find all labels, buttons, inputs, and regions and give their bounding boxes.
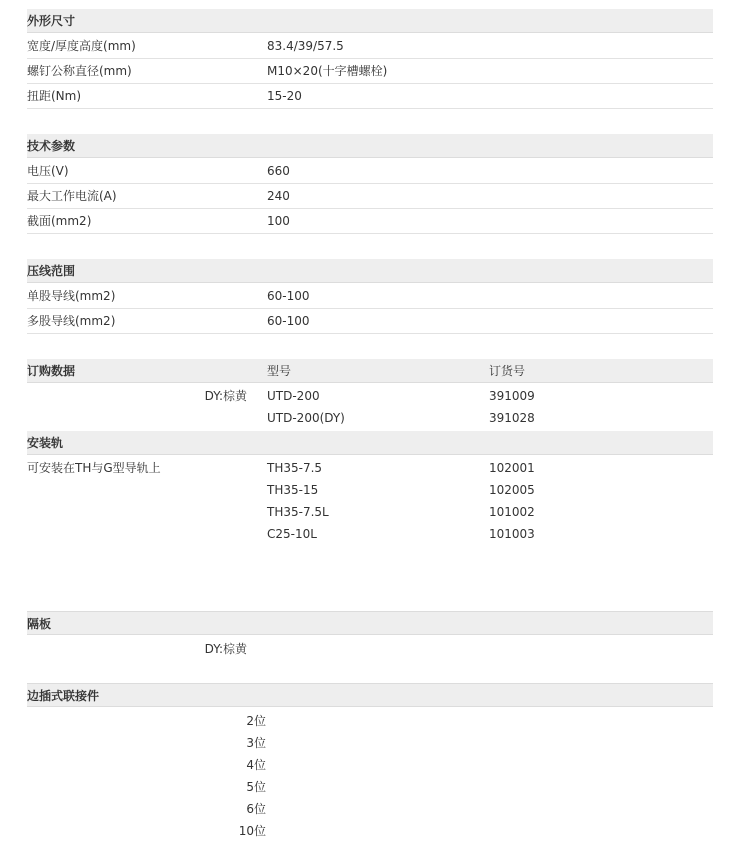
model-value: UTD-200: [267, 389, 320, 403]
order-no-value: 391009: [489, 389, 535, 403]
order-no-value: 102005: [489, 483, 535, 497]
position-label: 10位: [238, 824, 266, 838]
spec-value: 15-20: [267, 89, 302, 103]
position-label: 4位: [246, 758, 266, 772]
spec-value: 83.4/39/57.5: [267, 39, 344, 53]
model-value: TH35-7.5: [267, 461, 323, 475]
spec-row: [27, 309, 713, 334]
section-header-jumper: [27, 683, 713, 707]
section-header-dimensions: [27, 9, 713, 33]
spec-value: 100: [267, 214, 290, 228]
section-title: 订购数据: [27, 364, 76, 378]
spec-row: [27, 59, 713, 84]
position-label: 5位: [246, 780, 266, 794]
order-no-value: 101003: [489, 527, 535, 541]
spec-row: [27, 284, 713, 309]
section-header-order: [27, 359, 713, 383]
order-no-value: 101002: [489, 505, 535, 519]
position-label: 6位: [246, 802, 266, 816]
order-no-value: 391028: [489, 411, 535, 425]
spec-value: M10×20(十字槽螺栓): [267, 64, 388, 78]
spec-row: [27, 184, 713, 209]
section-title: 边插式联接件: [27, 689, 100, 703]
color-label: DY:棕黄: [204, 389, 247, 403]
spec-value: 660: [267, 164, 290, 178]
column-header-order-no: 订货号: [489, 364, 526, 378]
section-header-partition: [27, 611, 713, 635]
section-header-wire: [27, 259, 713, 283]
spec-row: [27, 84, 713, 109]
section-header-tech: [27, 134, 713, 158]
spec-label: 最大工作电流(A): [27, 189, 117, 203]
order-no-value: 102001: [489, 461, 535, 475]
section-header-rail: [27, 431, 713, 455]
model-value: UTD-200(DY): [267, 411, 345, 425]
spec-label: 扭距(Nm): [27, 89, 82, 103]
spec-row: [27, 209, 713, 234]
model-value: TH35-7.5L: [267, 505, 329, 519]
spec-label: 螺钉公称直径(mm): [27, 64, 132, 78]
spec-label: 宽度/厚度高度(mm): [27, 39, 136, 53]
section-title: 外形尺寸: [27, 14, 76, 28]
spec-row: [27, 34, 713, 59]
spec-label: 截面(mm2): [27, 214, 92, 228]
spec-value: 60-100: [267, 314, 310, 328]
section-title: 隔板: [27, 617, 52, 631]
section-title: 压线范围: [27, 264, 76, 278]
position-label: 3位: [246, 736, 266, 750]
rail-description: 可安装在TH与G型导轨上: [27, 461, 161, 475]
section-title: 安装轨: [27, 436, 64, 450]
spec-value: 240: [267, 189, 290, 203]
spec-value: 60-100: [267, 289, 310, 303]
column-header-model: 型号: [267, 364, 292, 378]
spec-label: 电压(V): [27, 164, 69, 178]
section-title: 技术参数: [27, 139, 76, 153]
model-value: TH35-15: [267, 483, 319, 497]
model-value: C25-10L: [267, 527, 317, 541]
spec-label: 多股导线(mm2): [27, 314, 116, 328]
position-label: 2位: [246, 714, 266, 728]
spec-label: 单股导线(mm2): [27, 289, 116, 303]
spec-row: [27, 159, 713, 184]
color-label: DY:棕黄: [204, 642, 247, 656]
